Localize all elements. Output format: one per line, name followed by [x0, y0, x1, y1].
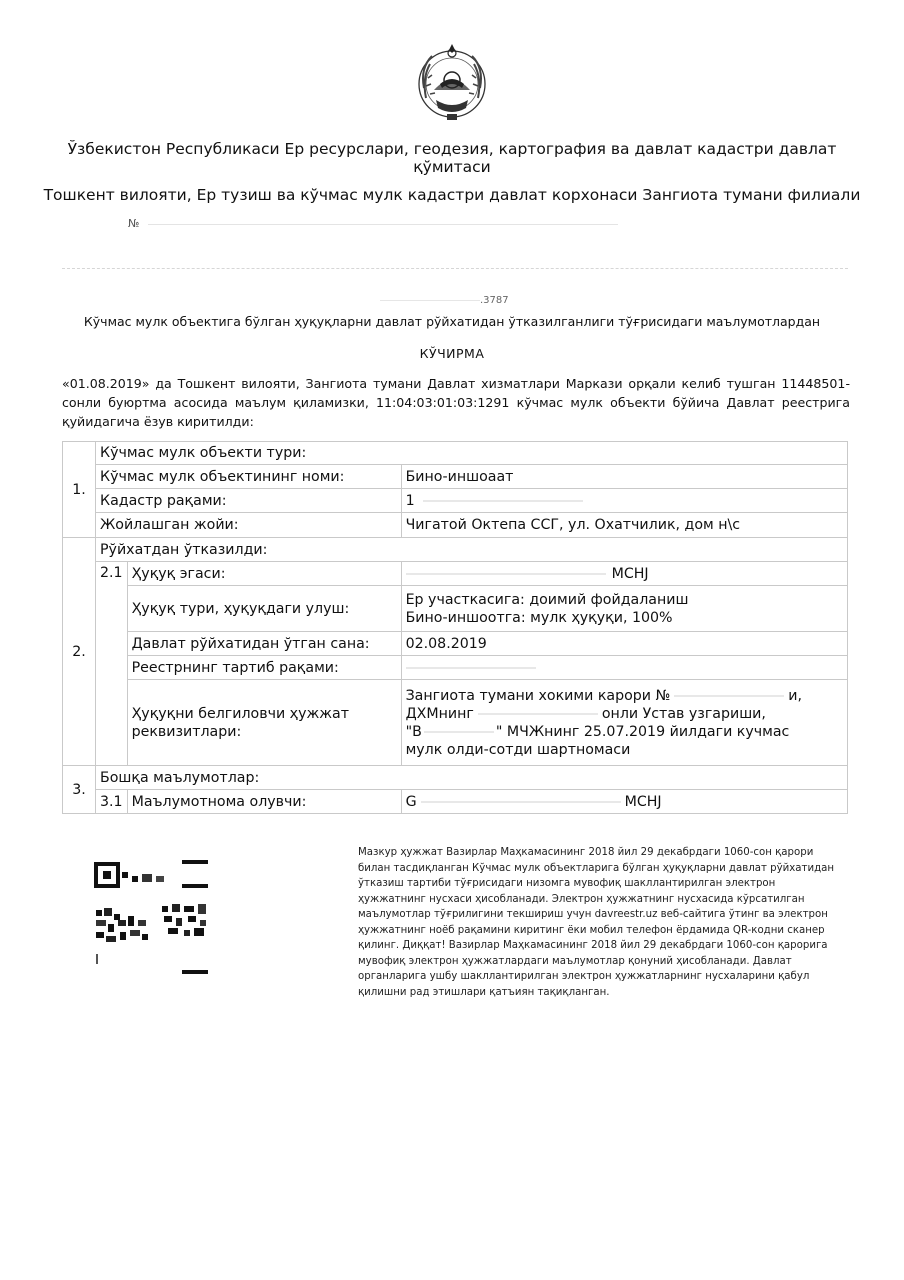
table-row: [63, 766, 848, 790]
cadastre-value: [401, 489, 847, 513]
right-type-label: Ҳуқуқ тури, ҳуқуқдаги улуш:: [127, 586, 401, 632]
location-value: Чигатой Октепа ССГ, ул. Охатчилик, дом н\с: [401, 513, 847, 538]
right-type-building: Бино-иншоотга: мулк ҳуқуқи, 100%: [405, 609, 673, 626]
document-number-prefix: №: [128, 217, 140, 230]
table-row: [63, 442, 848, 465]
section-heading: Кўчмас мулк объекти тури:: [96, 442, 848, 465]
section-heading: Рўйхатдан ўтказилди:: [96, 538, 848, 562]
recipient-value-start: G: [405, 793, 417, 810]
basis-value: [401, 680, 847, 766]
right-type-value: [401, 586, 847, 632]
table-row: [63, 562, 848, 586]
state-emblem-icon: [412, 38, 492, 124]
basis-line-3-start: "B: [405, 723, 422, 740]
owner-label: Ҳуқуқ эгаси:: [127, 562, 401, 586]
redacted-cadastre: [423, 500, 583, 502]
qr-code-icon: [92, 858, 212, 978]
section-heading: Бошқа маълумотлар:: [96, 766, 848, 790]
basis-line-1-end: и,: [788, 687, 803, 704]
basis-line-2: ДХМнинг: [405, 705, 474, 722]
right-type-land: Ер участкасига: доимий фойдаланиш: [405, 591, 689, 608]
table-row: [63, 632, 848, 656]
intro-paragraph: «01.08.2019» да Тошкент вилояти, Зангиота тумани Давлат хизматлари Маркази орқали келиб тушган 11448501-сонли буюртма асосида маълум қиламизки, 11:04:03:01:03:1291 кўчмас мулк объекти бўйича Давлат реестрига қуйидагича ёзув киритилди:: [62, 376, 850, 429]
cadastre-value-text: 1: [405, 492, 415, 509]
branch-name: Тошкент вилояти, Ер тузиш ва кўчмас мулк кадастри давлат корхонаси Зангиота тумани филиали: [43, 186, 861, 204]
registration-date-value: 02.08.2019: [401, 632, 847, 656]
document-subtitle: КЎЧИРМА: [419, 346, 485, 361]
redacted-basis-2: [478, 713, 598, 715]
basis-line-3: " МЧЖнинг 25.07.2019 йилдаги кучмас: [495, 723, 790, 740]
owner-value-text: MCHJ: [611, 565, 649, 582]
object-name-label: Кўчмас мулк объектининг номи:: [96, 465, 402, 489]
redacted-registry-number: [406, 667, 536, 669]
redacted-basis-1: [674, 695, 784, 697]
redacted-number-line: [148, 224, 618, 225]
cadastre-label: Кадастр рақами:: [96, 489, 402, 513]
subsection-number: 3.1: [96, 790, 128, 814]
basis-label: Ҳуқуқни белгиловчи ҳужжат реквизитлари:: [127, 680, 401, 766]
table-row: [63, 790, 848, 814]
table-row: [63, 586, 848, 632]
basis-line-1: Зангиота тумани хокими карори №: [405, 687, 671, 704]
table-row: [63, 680, 848, 766]
register-number: .3787: [480, 295, 509, 306]
location-label: Жойлашган жойи:: [96, 513, 402, 538]
section-number: 2.: [63, 538, 96, 766]
registry-table: [62, 441, 848, 814]
registry-number-value: [401, 656, 847, 680]
recipient-label: Маълумотнома олувчи:: [127, 790, 401, 814]
redacted-recipient: [421, 801, 621, 803]
redacted-owner: [406, 573, 606, 575]
object-name-value: Бино-иншоаат: [401, 465, 847, 489]
table-row: [63, 656, 848, 680]
registry-number-label: Реестрнинг тартиб рақами:: [127, 656, 401, 680]
redacted-register-number: [380, 300, 480, 301]
section-number: 3.: [63, 766, 96, 814]
owner-value: [401, 562, 847, 586]
table-row: [63, 538, 848, 562]
legal-notice: Мазкур ҳужжат Вазирлар Маҳкамасининг 2018 йил 29 декабрдаги 1060-сон қарори билан тасдиқланган Кўчмас мулк объектларига бўлган ҳуқуқларни давлат рўйхатидан ўтказиш тартиби тўғрисидаги низомга мувофиқ шакллантирилган электрон ҳужжатнинг нусхаси ҳисобланади. Электрон ҳужжатнинг нусхасида кўрсатилган маълумотлар тўғрилигини текшириш учун davreestr.uz веб-сайтига ўтинг ва электрон ҳужжатнинг ноёб рақамини киритинг ёки мобил телефон ёрдамида QR-кодни сканер қилинг. Диққат! Вазирлар Маҳкамасининг 2018 йил 29 декабрдаги 1060-сон қарорига мувофиқ электрон ҳужжатлардаги маълумотлар қонуний ҳисобланади. Давлат органларига ушбу шакллантирилган электрон ҳужжатларнинг нусхаларини қабул қилишни рад этишлари қатъиян тақиқланган.: [358, 847, 835, 998]
table-row: [63, 465, 848, 489]
redacted-basis-3: [424, 731, 494, 733]
recipient-value: [401, 790, 847, 814]
section-number: 1.: [63, 442, 96, 538]
document-title: Кўчмас мулк объектига бўлган ҳуқуқларни давлат рўйхатидан ўтказилганлиги тўғрисидаги маълумотлардан: [83, 314, 821, 329]
basis-line-4: мулк олди-сотди шартномаси: [405, 741, 631, 758]
separator-line: [62, 268, 848, 269]
recipient-value-end: MCHJ: [624, 793, 662, 810]
basis-line-2-end: онли Устав узгариши,: [601, 705, 766, 722]
table-row: [63, 513, 848, 538]
registration-date-label: Давлат рўйхатидан ўтган сана:: [127, 632, 401, 656]
organization-name: Ўзбекистон Республикаси Ер ресурслари, геодезия, картография ва давлат кадастри давлат қўмитаси: [67, 140, 837, 176]
subsection-number: 2.1: [96, 562, 128, 766]
table-row: [63, 489, 848, 513]
